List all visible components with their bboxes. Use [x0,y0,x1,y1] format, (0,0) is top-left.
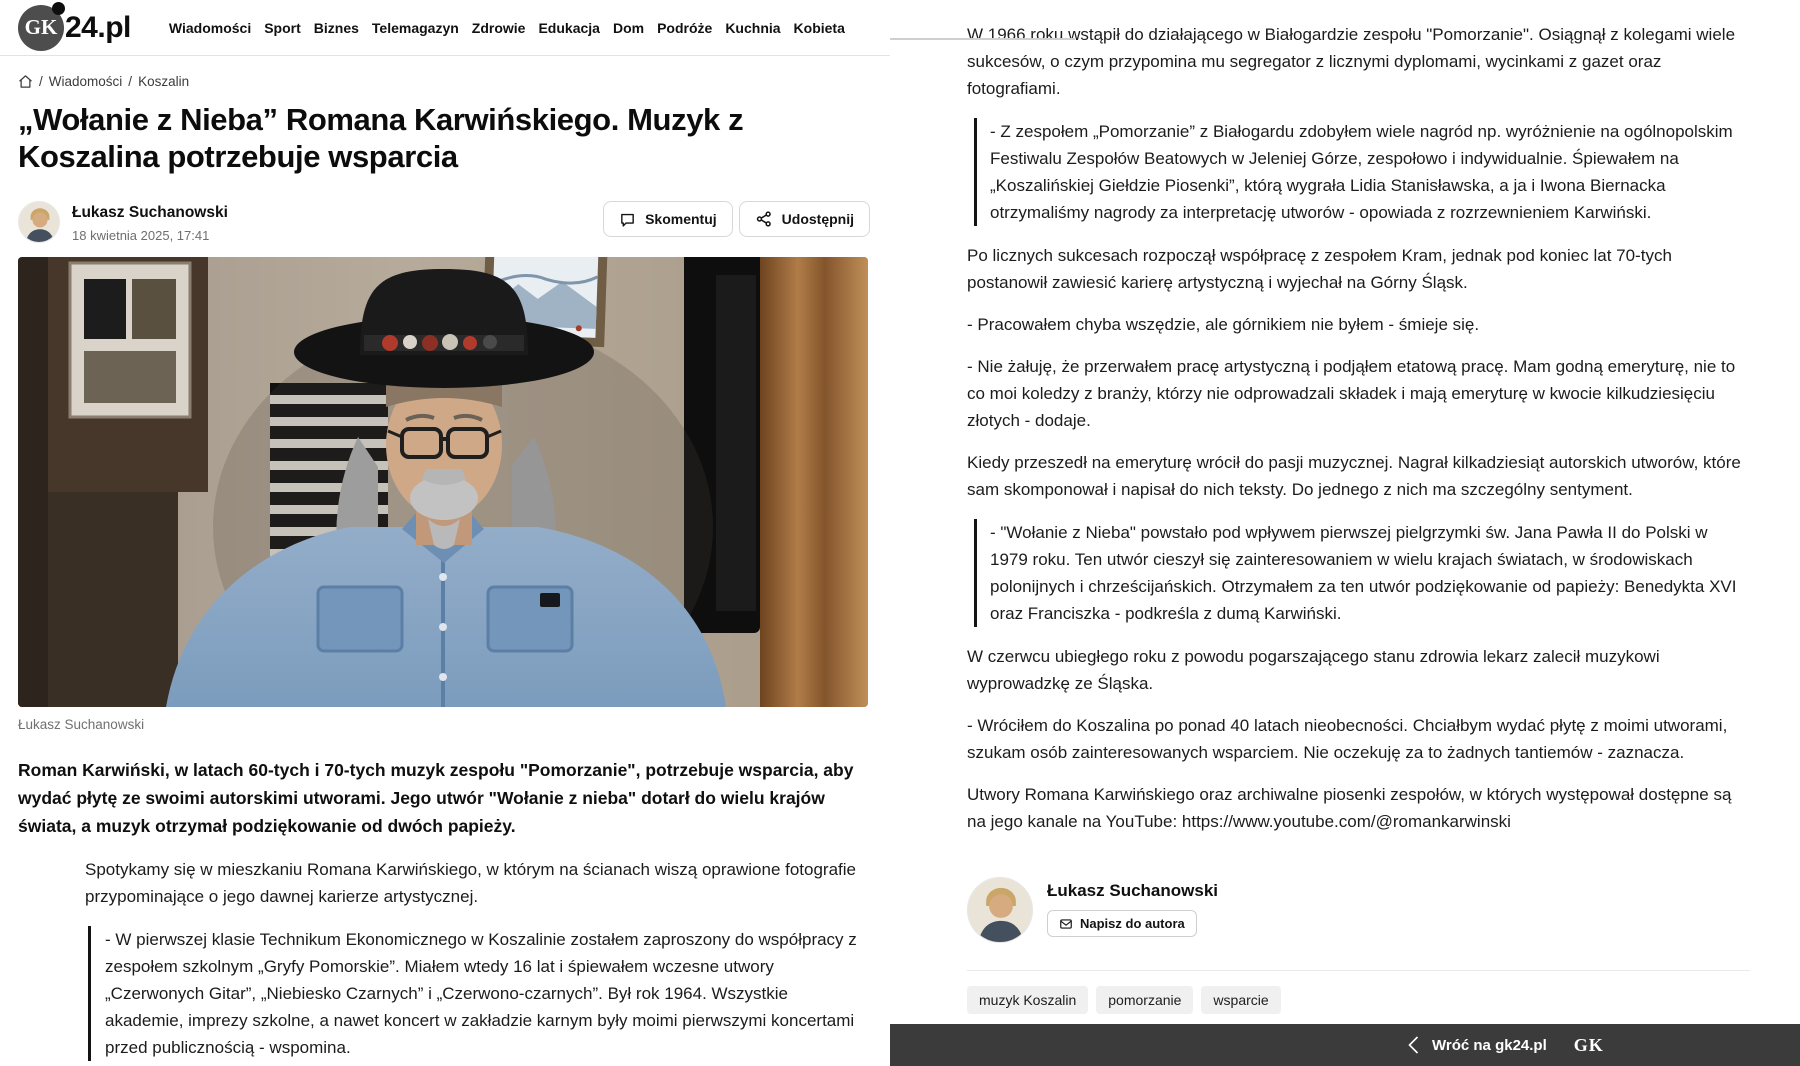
article-actions [603,201,870,237]
author-card-avatar [967,877,1033,943]
photo-credit: Łukasz Suchanowski [18,717,145,732]
byline-author[interactable] [18,201,228,243]
article-paragraph: - Wróciłem do Koszalina po ponad 40 latach nieobecności. Chciałbym wydać płytę z moimi utworami, szukam osób zainteresowanych wsparciem. Nie oczekuję za to żadnych tantiemów - zaznacza. [967,716,1728,762]
tag-wsparcie[interactable]: wsparcie [1201,986,1280,1014]
divider [967,970,1750,971]
author-card-name[interactable]: Łukasz Suchanowski [1047,881,1218,900]
article-paragraph: W czerwcu ubiegłego roku z powodu pogarszającego stanu zdrowia lekarz zalecił muzykowi wyprowadzkę ze Śląska. [967,647,1660,693]
nav-item-sport[interactable]: Sport [264,19,301,36]
breadcrumb-separator: / [39,74,43,89]
byline-author-name[interactable]: Łukasz Suchanowski [72,204,228,221]
byline-date: 18 kwietnia 2025, 17:41 [72,228,210,243]
share-icon [755,210,773,228]
nav-item-biznes[interactable]: Biznes [313,19,359,36]
article-title: „Wołanie z Nieba” Romana Karwińskiego. Muzyk z Koszalina potrzebuje wsparcia [18,102,744,174]
share-button-label: Udostępnij [781,211,854,227]
breadcrumb-koszalin[interactable]: Koszalin [138,74,190,89]
comment-button[interactable] [603,201,733,237]
byline [18,201,870,243]
article-quote: - W pierwszej klasie Technikum Ekonomicznego w Koszalinie zostałem zaproszony do współpracy z zespołem szkolnym „Gryfy Pomorskie”. Miałem wtedy 16 lat i śpiewałem wczesne utwory „Czerwonych Gitar”, „Niebiesko Czarnych” i „Czerwono-czarnych”. Był rok 1964. Wszystkie akademie, imprezy szkolne, a nawet koncert w zakładzie karnym były moimi pierwszymi koncertami przed publicznością - wspomina. [88,926,870,1061]
article-quote: - "Wołanie z Nieba" powstało pod wpływem pierwszej pielgrzymki św. Jana Pawła II do Polski w 1979 roku. Ten utwór cieszył się zainteresowaniem w wielu krajach światach, w środowiskach polonijnych i chrześcijańskich. Otrzymałem za ten utwór podziękowanie od papieży: Benedykta XVI oraz Franciszka - podkreśla z dumą Karwiński. [974,519,1750,627]
article-paragraph: Po licznych sukcesach rozpoczął współpracę z zespołem Kram, jednak pod koniec lat 70-tych postanowił zawiesić karierę artystyczną i wyjechał na Górny Śląsk. [967,246,1672,292]
article-paragraph: W 1966 roku wstąpił do działającego w Białogardzie zespołu "Pomorzanie". Osiągnął z kolegami wiele sukcesów, o czym przypomina mu segregator z licznymi dyplomami, wycinkami z gazet oraz fotografiami. [967,25,1736,98]
nav-item-dom[interactable]: Dom [612,19,645,36]
article-quote: - Z zespołem „Pomorzanie” z Białogardu zdobyłem wiele nagród np. wyróżnienie na ogólnopolskim Festiwalu Zespołów Beatowych w Jeleniej Górze, zespołowo i indywidualnie. Śpiewałem na „Koszalińskiej Giełdzie Piosenki”, którą wygrała Lidia Stanisławska, a ja i Iwona Biernacka otrzymaliśmy nagrody za interpretację utworów - opowiada z rozrzewnieniem Karwiński. [974,118,1750,226]
tag-muzyk-koszalin[interactable]: muzyk Koszalin [967,986,1088,1014]
back-label: Wróć na gk24.pl [1432,1036,1547,1054]
main-nav [169,20,845,36]
nav-item-wiadomosci[interactable]: Wiadomości [168,19,252,36]
nav-item-telemagazyn[interactable]: Telemagazyn [371,19,459,36]
author-card-info [1047,877,1218,937]
photo-hat-band [364,334,524,351]
gk-footer-logo: GK [1573,1034,1604,1055]
logo-suffix: 24.pl [65,10,131,44]
share-button[interactable] [739,201,870,237]
tag-pomorzanie[interactable]: pomorzanie [1096,986,1193,1014]
tag-list [967,986,1750,1014]
byline-text [72,201,228,243]
back-to-gk24-link[interactable] [1408,1024,1604,1066]
photo-curtain [760,257,868,707]
article-photo [18,257,868,707]
site-header [0,0,890,56]
article-column-left [0,74,890,1061]
site-logo[interactable] [18,5,131,51]
column-top-rule [890,38,1075,40]
nav-item-podroze[interactable]: Podróże [657,19,713,36]
gk-logo-icon [18,5,64,51]
nav-item-zdrowie[interactable]: Zdrowie [471,19,526,36]
footer-bar [890,1024,1800,1066]
comment-button-label: Skomentuj [645,211,717,227]
nav-item-kobieta[interactable]: Kobieta [793,19,845,36]
article-paragraph: - Nie żałuję, że przerwałem pracę artystyczną i podjąłem etatową pracę. Mam godną emeryturę, nie to co moi koledzy z branży, którzy nie odprowadzali składek i mają emeryturę w kwocie kilkudziesięciu złotych - dodaje. [967,357,1736,430]
article-paragraph: - Pracowałem chyba wszędzie, ale górnikiem nie byłem - śmieje się. [967,315,1480,334]
nav-item-kuchnia[interactable]: Kuchnia [725,19,781,36]
breadcrumb [18,74,870,89]
article-paragraph: Kiedy przeszedł na emeryturę wrócił do pasji muzycznej. Nagrał kilkadziesiąt autorskich utworów, które sam skomponował i napisał do nich teksty. Do jednego z nich ma szczególny sentyment. [967,453,1741,499]
comment-icon [619,211,636,228]
write-to-author-button[interactable] [1047,910,1197,937]
home-icon[interactable] [18,74,33,89]
page-left [0,0,890,1066]
breadcrumb-wiadomosci[interactable]: Wiadomości [48,74,123,89]
page-right [890,0,1800,1066]
article-lead: Roman Karwiński, w latach 60-tych i 70-tych muzyk zespołu "Pomorzanie", potrzebuje wsparcia, aby wydać płytę ze swoimi autorskimi utworami. Jego utwór "Wołanie z nieba" dotarł do wielu krajów świata, a muzyk otrzymał podziękowanie od dwóch papieży. [18,760,854,836]
author-card [967,877,1750,943]
article-paragraph: Spotykamy się w mieszkaniu Romana Karwińskiego, w którym na ścianach wiszą oprawione fotografie przypominające o jego dawnej karierze artystycznej. [85,860,857,906]
author-avatar [18,201,60,243]
envelope-icon [1059,917,1073,931]
write-to-author-label: Napisz do autora [1080,916,1185,931]
article-column-right [890,0,1800,1030]
article-paragraph-youtube-link[interactable]: Utwory Romana Karwińskiego oraz archiwalne piosenki zespołów, w których występował dostępne są na jego kanale na YouTube: https://www.youtube.com/@romankarwinski [967,785,1732,831]
breadcrumb-separator: / [128,74,133,89]
gk-logo-text: GK [24,15,58,39]
nav-item-edukacja[interactable]: Edukacja [538,19,600,36]
chevron-left-icon [1408,1036,1419,1054]
